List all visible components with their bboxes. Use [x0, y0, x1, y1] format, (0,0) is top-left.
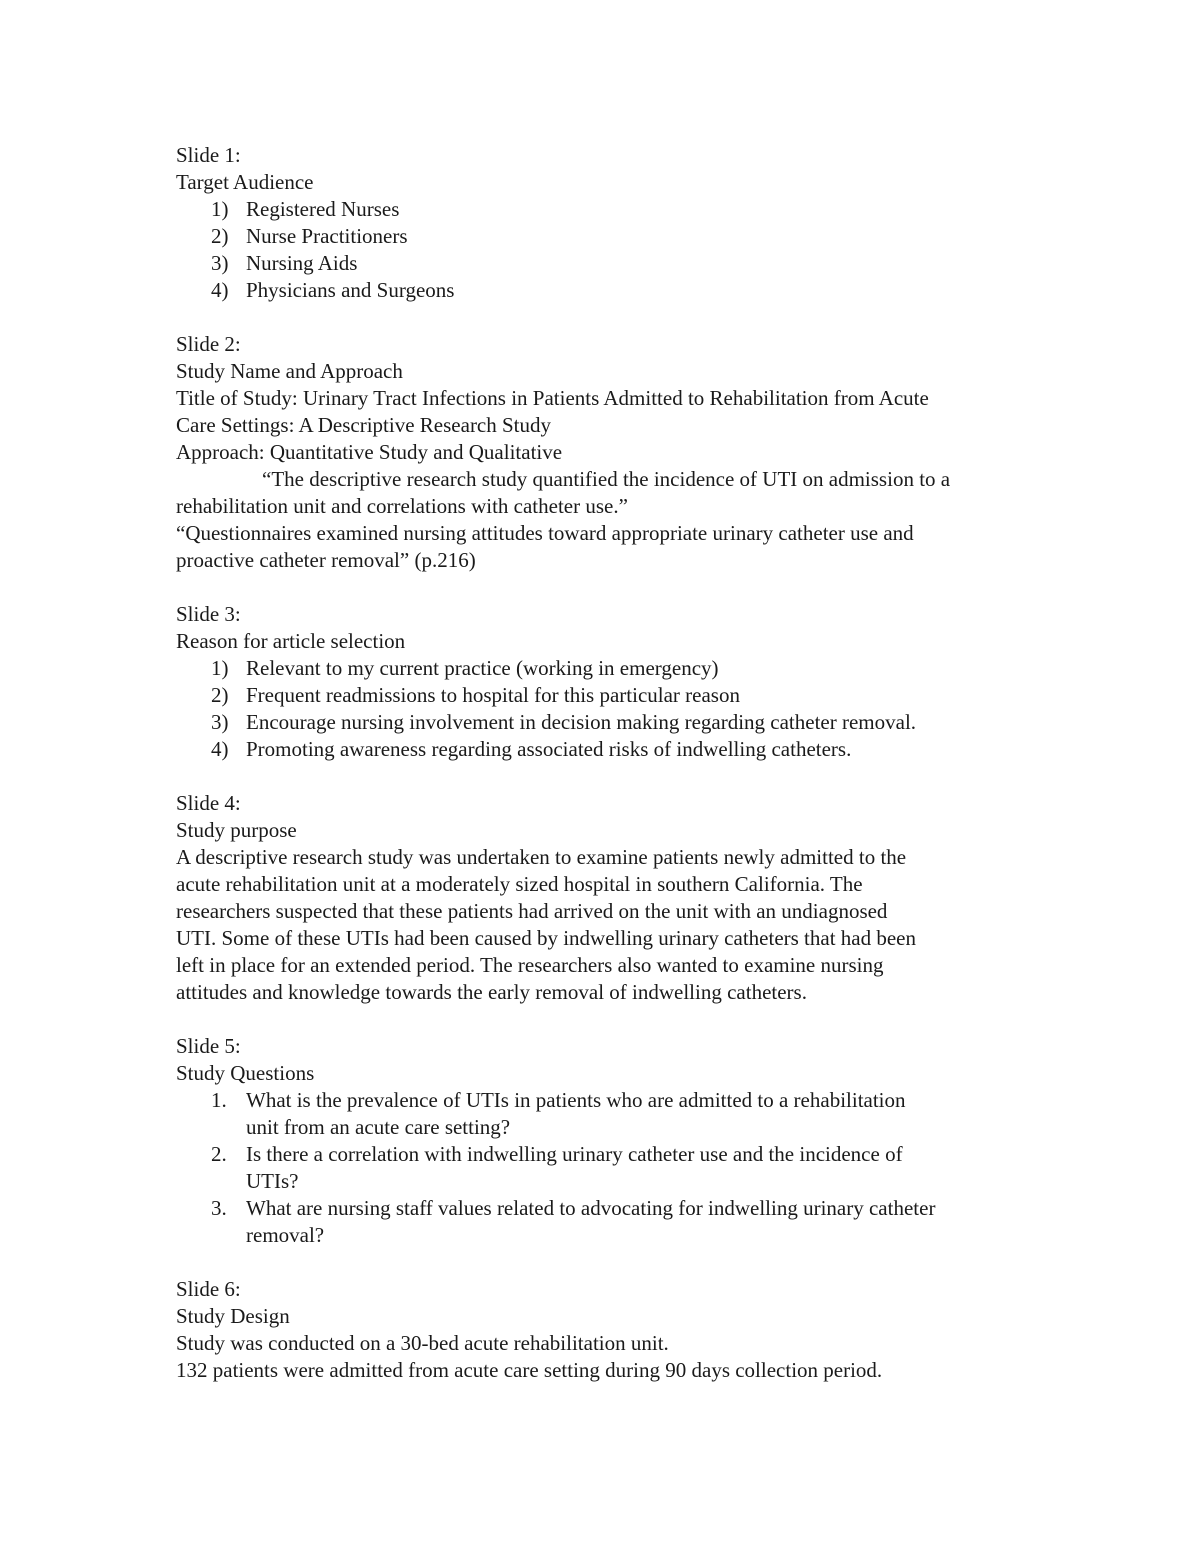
spacer	[176, 1006, 1036, 1033]
list-item	[176, 223, 1036, 250]
slide-heading: Slide 2:	[176, 332, 241, 356]
slide-heading: Slide 3:	[176, 602, 241, 626]
list-number: 1.	[211, 1088, 227, 1112]
quote-line: rehabilitation unit and correlations with catheter use.”	[176, 494, 628, 518]
list-item	[176, 709, 1036, 736]
slide-5-section	[176, 1033, 1036, 1249]
slide-heading: Slide 4:	[176, 791, 241, 815]
approach-line: Approach: Quantitative Study and Qualitative	[176, 440, 563, 464]
list-number: 3)	[211, 251, 229, 275]
slide-subtitle: Target Audience	[176, 170, 314, 194]
slide-subtitle: Reason for article selection	[176, 629, 406, 653]
slide-6-section	[176, 1276, 1036, 1384]
slide-subtitle: Study Questions	[176, 1061, 315, 1085]
list-text: removal?	[246, 1223, 325, 1247]
paragraph-line: UTI. Some of these UTIs had been caused by indwelling urinary catheters that had been	[176, 926, 917, 950]
list-item	[176, 196, 1036, 223]
list-number: 2)	[211, 224, 229, 248]
study-title-line: Care Settings: A Descriptive Research Study	[176, 413, 552, 437]
spacer	[176, 763, 1036, 790]
list-text: Registered Nurses	[246, 197, 400, 221]
slide-subtitle: Study Name and Approach	[176, 359, 403, 383]
slide-heading: Slide 5:	[176, 1034, 241, 1058]
list-item	[176, 1195, 1036, 1249]
list-item	[176, 250, 1036, 277]
list-number: 1)	[211, 656, 229, 680]
list-number: 3)	[211, 710, 229, 734]
list-number: 2.	[211, 1142, 227, 1166]
list-text: Promoting awareness regarding associated risks of indwelling catheters.	[246, 737, 852, 761]
quote-line: “Questionnaires examined nursing attitudes toward appropriate urinary catheter use and	[176, 521, 914, 545]
list-item	[176, 682, 1036, 709]
list-text: Nursing Aids	[246, 251, 358, 275]
paragraph-line: Study was conducted on a 30-bed acute rehabilitation unit.	[176, 1331, 669, 1355]
slide-subtitle: Study Design	[176, 1304, 290, 1328]
document-body	[176, 142, 1036, 1384]
list-text: Frequent readmissions to hospital for this particular reason	[246, 683, 740, 707]
slide-1-section	[176, 142, 1036, 304]
paragraph-line: left in place for an extended period. The researchers also wanted to examine nursing	[176, 953, 884, 977]
slide-4-section	[176, 790, 1036, 1006]
list-text: Is there a correlation with indwelling urinary catheter use and the incidence of	[246, 1142, 903, 1166]
list-text: What are nursing staff values related to advocating for indwelling urinary catheter	[246, 1196, 936, 1220]
list-text: Encourage nursing involvement in decision making regarding catheter removal.	[246, 710, 917, 734]
slide-2-section	[176, 331, 1036, 574]
list-number: 2)	[211, 683, 229, 707]
list-text: unit from an acute care setting?	[246, 1115, 511, 1139]
spacer	[176, 304, 1036, 331]
list-item	[176, 1087, 1036, 1141]
slide-heading: Slide 1:	[176, 143, 241, 167]
list-number: 3.	[211, 1196, 227, 1220]
list-number: 4)	[211, 737, 229, 761]
list-number: 4)	[211, 278, 229, 302]
quote-line: proactive catheter removal” (p.216)	[176, 548, 476, 572]
paragraph-line: A descriptive research study was undertaken to examine patients newly admitted to the	[176, 845, 907, 869]
list-text: Physicians and Surgeons	[246, 278, 455, 302]
paragraph-line: attitudes and knowledge towards the early removal of indwelling catheters.	[176, 980, 807, 1004]
slide-heading: Slide 6:	[176, 1277, 241, 1301]
list-item	[176, 277, 1036, 304]
spacer	[176, 1249, 1036, 1276]
list-number: 1)	[211, 197, 229, 221]
list-text: Nurse Practitioners	[246, 224, 408, 248]
paragraph-line: acute rehabilitation unit at a moderately sized hospital in southern California. The	[176, 872, 863, 896]
list-item	[176, 1141, 1036, 1195]
list-text: Relevant to my current practice (working in emergency)	[246, 656, 719, 680]
slide-3-section	[176, 601, 1036, 763]
study-title-line: Title of Study: Urinary Tract Infections in Patients Admitted to Rehabilitation from Acute	[176, 386, 929, 410]
list-text: What is the prevalence of UTIs in patients who are admitted to a rehabilitation	[246, 1088, 906, 1112]
paragraph-line: researchers suspected that these patients had arrived on the unit with an undiagnosed	[176, 899, 888, 923]
list-text: UTIs?	[246, 1169, 299, 1193]
list-item	[176, 655, 1036, 682]
list-item	[176, 736, 1036, 763]
spacer	[176, 574, 1036, 601]
paragraph-line: 132 patients were admitted from acute care setting during 90 days collection period.	[176, 1358, 883, 1382]
quote-line: “The descriptive research study quantified the incidence of UTI on admission to a	[262, 467, 951, 491]
slide-subtitle: Study purpose	[176, 818, 297, 842]
